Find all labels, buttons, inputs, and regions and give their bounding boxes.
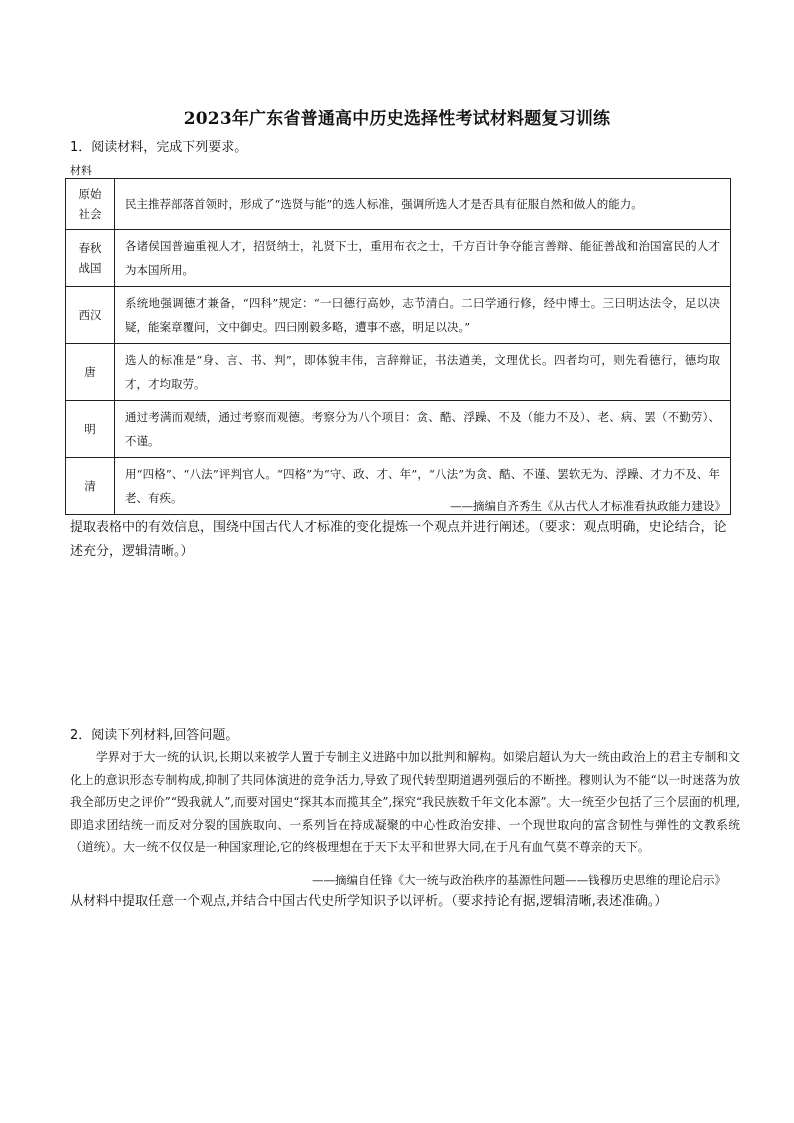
description-cell: 民主推荐部落首领时，形成了“选贤与能”的选人标准，强调所选人才是否具有征服自然和做人的能力。 bbox=[115, 179, 731, 230]
era-cell: 清 bbox=[66, 458, 115, 515]
description-cell: 用“四格”、“八法”评判官人。“四格”为“守、政、才、年”，“八法”为贪、酷、不谨、罢软无为、浮躁、才力不及、年老、有疾。 bbox=[115, 458, 731, 515]
passage-source: ——摘编自任锋《大一统与政治秩序的基源性问题——钱穆历史思维的理论启示》 bbox=[312, 873, 726, 887]
page-title: 2023年广东省普通高中历史选择性考试材料题复习训练 bbox=[183, 109, 611, 129]
era-cell: 明 bbox=[66, 401, 115, 458]
material-table bbox=[65, 178, 731, 515]
era-cell: 西汉 bbox=[66, 287, 115, 344]
question-2-passage: 学界对于大一统的认识,长期以来被学人置于专制主义进路中加以批判和解构。如梁启超认为大一统由政治上的君主专制和文化上的意识形态专制构成,抑制了共同体演进的竞争活力,导致了现代转型期道遇列强后的不断挫。穆则认为不能“以一时迷落为放我全部历史之评价”“毁我就人”,而要对国史“探其本而揽其全”,探究“我民族数千年文化本源”。大一统至少包括了三个层面的机理,即追求团结统一而反对分裂的国族取向、一系列旨在持成凝聚的中心性政治安排、一个现世取向的富含韧性与弹性的文教系统（道统）。大一统不仅仅是一种国家理论,它的终极理想在于天下太平和世界大同,在于凡有血气莫不尊亲的天下。 bbox=[70, 750, 740, 854]
material-label: 材料 bbox=[70, 164, 92, 177]
description-cell: 选人的标准是“身、言、书、判”，即体貌丰伟，言辞辩证，书法遒美，文理优长。四者均可，则先看德行，德均取才，才均取劳。 bbox=[115, 344, 731, 401]
table-row bbox=[66, 401, 731, 458]
question-1-task: 提取表格中的有效信息，围绕中国古代人才标准的变化提炼一个观点并进行阐述。（要求：观点明确，史论结合，论述充分，逻辑清晰。） bbox=[70, 520, 727, 559]
question-1-heading: 1．阅读材料，完成下列要求。 bbox=[70, 140, 248, 155]
era-cell: 春秋战国 bbox=[66, 230, 115, 287]
description-cell: 通过考满而观绩，通过考察而观德。考察分为八个项目：贪、酷、浮躁、不及（能力不及）、老、病、罢（不勤劳）、不谨。 bbox=[115, 401, 731, 458]
question-2-heading: 2．阅读下列材料,回答问题。 bbox=[70, 728, 239, 743]
era-cell: 唐 bbox=[66, 344, 115, 401]
table-row bbox=[66, 179, 731, 230]
era-cell: 原始社会 bbox=[66, 179, 115, 230]
description-cell: 各诸侯国普遍重视人才，招贤纳士，礼贤下士，重用布衣之士，千方百计争夺能言善辩、能征善战和治国富民的人才为本国所用。 bbox=[115, 230, 731, 287]
description-cell: 系统地强调德才兼备，“四科”规定：“一曰德行高妙，志节清白。二曰学通行修，经中博士。三曰明达法令，足以决疑，能案章覆问，文中御史。四曰刚毅多略，遭事不惑，明足以决。” bbox=[115, 287, 731, 344]
table-row bbox=[66, 287, 731, 344]
table-row bbox=[66, 230, 731, 287]
table-row bbox=[66, 344, 731, 401]
question-2-task: 从材料中提取任意一个观点,并结合中国古代史所学知识予以评析。（要求持论有据,逻辑清晰,表述准确。） bbox=[70, 894, 668, 909]
material-source: ——摘编自齐秀生《从古代人才标准看执政能力建设》 bbox=[450, 499, 726, 513]
